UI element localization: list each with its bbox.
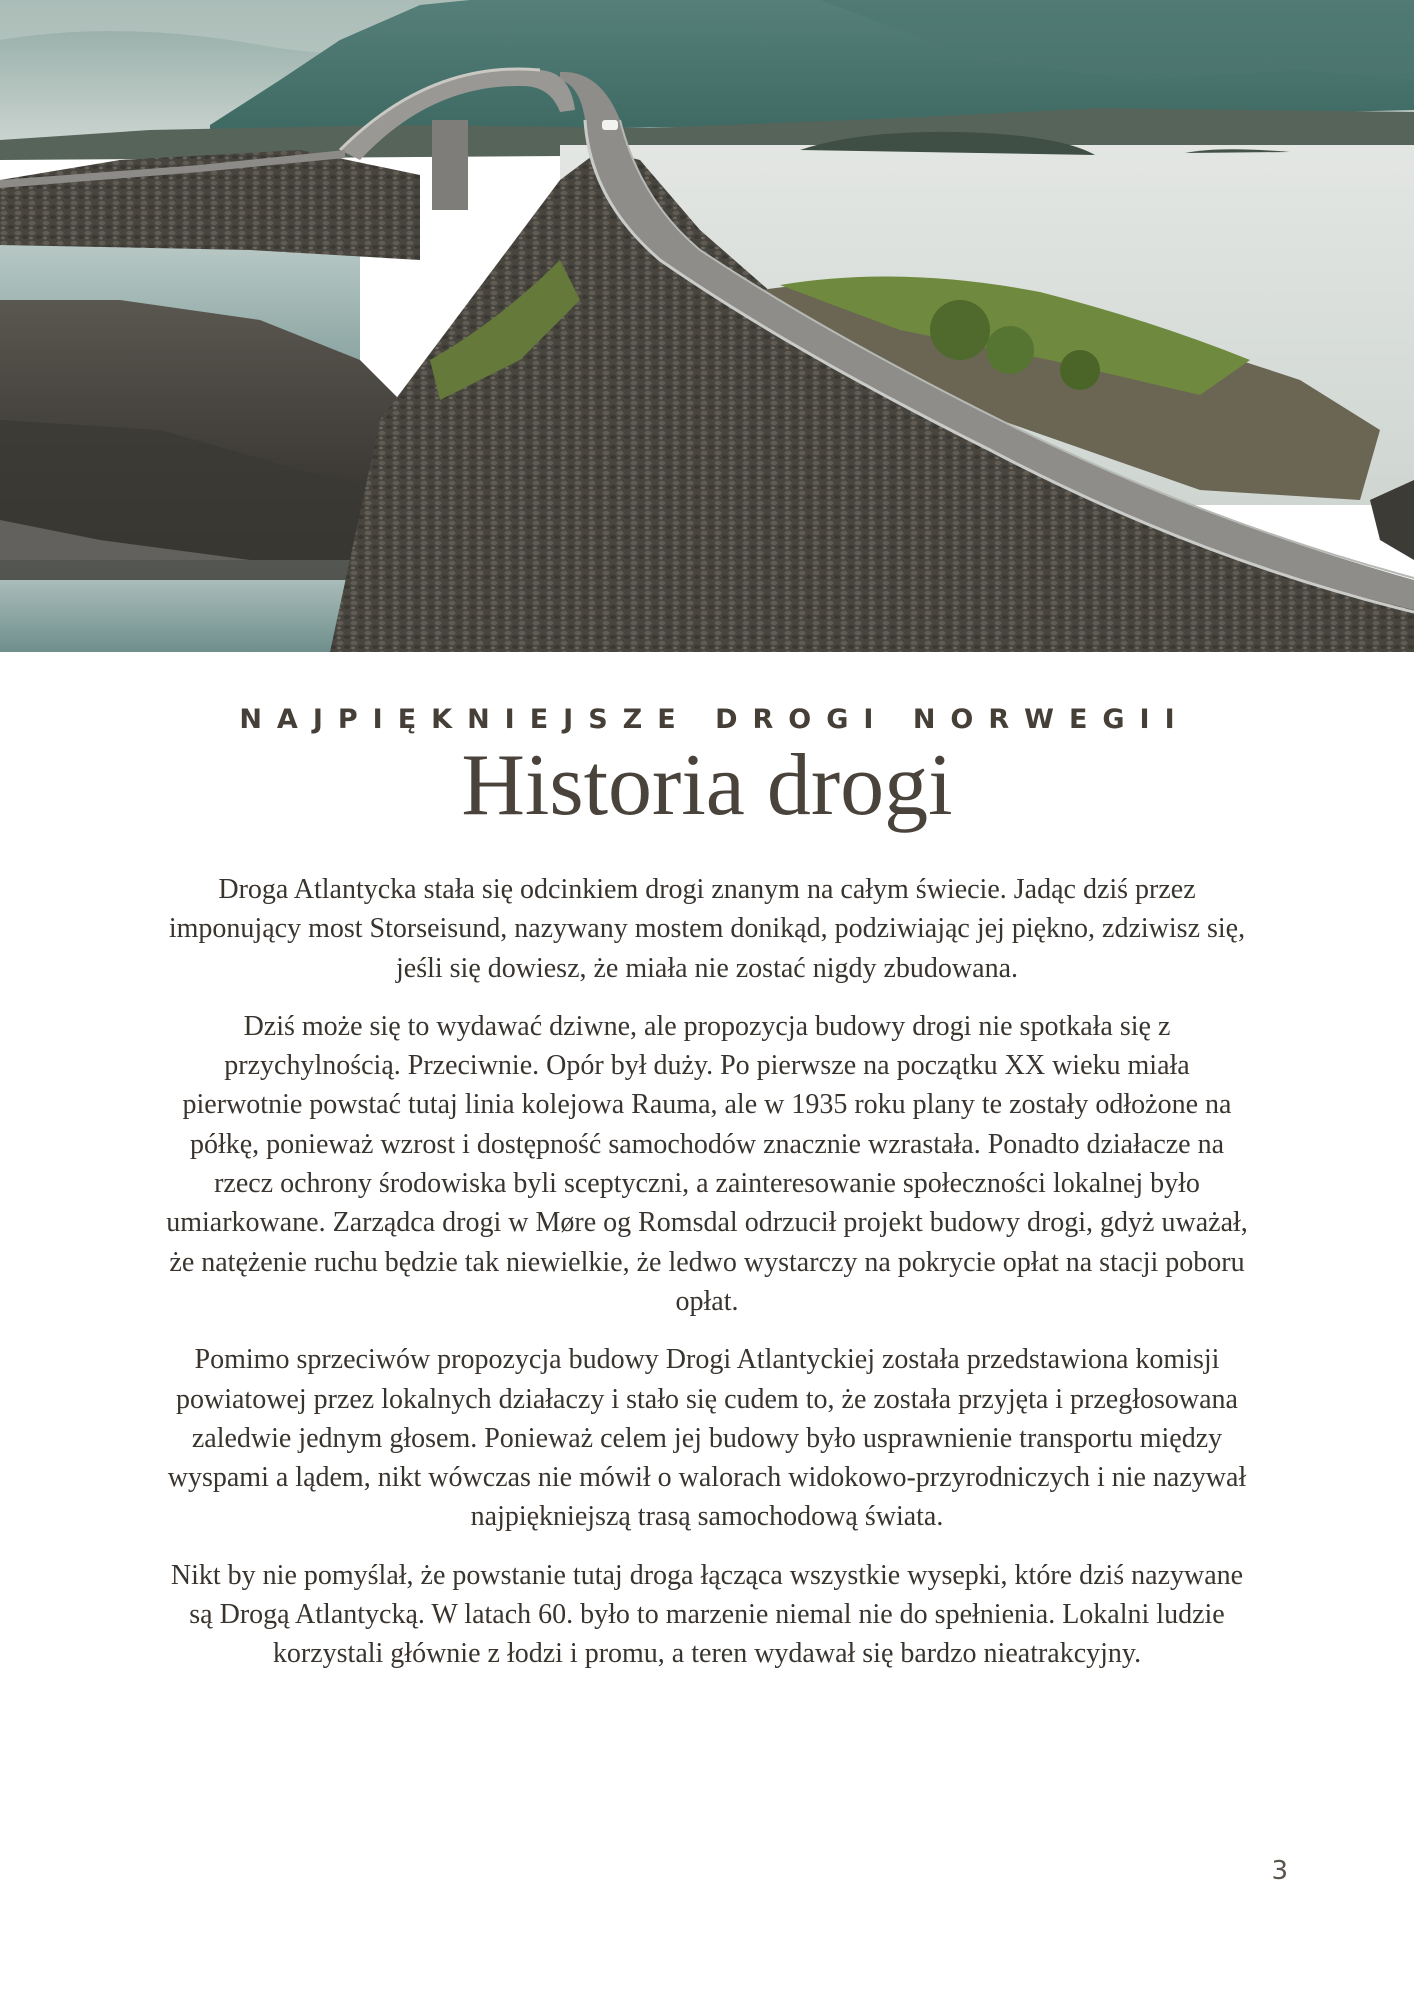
paragraph: Dziś może się to wydawać dziwne, ale propozycja budowy drogi nie spotkała się z przychylnością. Przeciwnie. Opór był duży. Po pierwsze na początku XX wieku miała pierwotnie powstać tutaj linia kolejowa Rauma, ale w 1935 roku plany te zostały odłożone na półkę, ponieważ wzrost i dostępność samochodów znacznie wzrastała. Ponadto działacze na rzecz ochrony środowiska byli sceptyczni, a zainteresowanie społeczności lokalnej było umiarkowane. Zarządca drogi w Møre og Romsdal odrzucił projekt budowy drogi, gdyż uważał, że natężenie ruchu będzie tak niewielkie, że ledwo wystarczy na pokrycie opłat na stacji poboru opłat. bbox=[166, 1010, 1248, 1317]
page-number: 3 bbox=[1271, 1856, 1288, 1886]
article-body bbox=[165, 870, 1249, 1693]
atlantic-road-illustration bbox=[0, 0, 1414, 652]
paragraph: Nikt by nie pomyślał, że powstanie tutaj droga łącząca wszystkie wysepki, które dziś nazywane są Drogą Atlantycką. W latach 60. było to marzenie niemal nie do spełnienia. Lokalni ludzie korzystali głównie z łodzi i promu, a teren wydawał się bardzo nieatrakcyjny. bbox=[170, 1559, 1244, 1670]
page-title: Historia drogi bbox=[461, 737, 953, 834]
paragraph: Droga Atlantycka stała się odcinkiem drogi znanym na całym świecie. Jadąc dziś przez imponujący most Storseisund, nazywany mostem donikąd, podziwiając jej piękno, zdziwisz się, jeśli się dowiesz, że miała nie zostać nigdy zbudowana. bbox=[168, 874, 1246, 984]
section-kicker: NAJPIĘKNIEJSZE DROGI NORWEGII bbox=[239, 704, 1190, 735]
hero-photo bbox=[0, 0, 1414, 652]
paragraph: Pomimo sprzeciwów propozycja budowy Drogi Atlantyckiej została przedstawiona komisji powiatowej przez lokalnych działaczy i stało się cudem to, że została przyjęta i przegłosowana zaledwie jednym głosem. Ponieważ celem jej budowy było usprawnienie transportu między wyspami a lądem, nikt wówczas nie mówił o walorach widokowo-przyrodniczych i nie nazywał najpiękniejszą trasą samochodową świata. bbox=[167, 1344, 1247, 1533]
